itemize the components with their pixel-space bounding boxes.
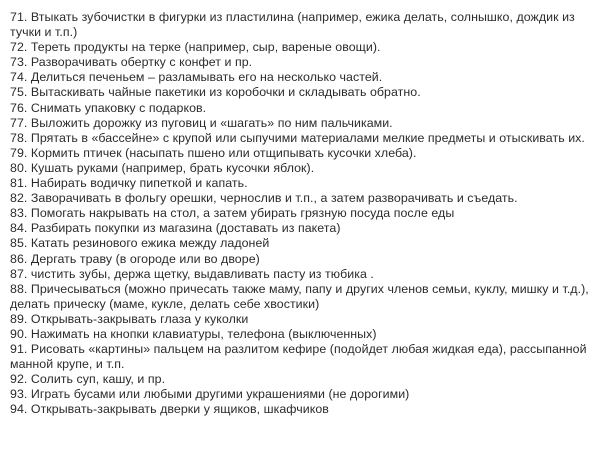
item-number: 91. <box>10 342 28 357</box>
list-item <box>10 85 594 100</box>
item-text: Солить суп, кашу, и пр. <box>30 372 166 387</box>
item-number: 73. <box>10 55 28 70</box>
list-item <box>10 10 594 40</box>
list-item <box>10 342 594 372</box>
item-number: 71. <box>10 10 28 24</box>
list-item <box>10 206 594 221</box>
list-item <box>10 312 594 327</box>
item-number: 87. <box>10 266 28 281</box>
item-number: 78. <box>10 130 28 145</box>
item-text: Делиться печеньем – разламывать его на несколько частей. <box>30 70 383 85</box>
item-number: 82. <box>10 191 28 206</box>
item-text: чистить зубы, держа щетку, выдавливать пасту из тюбика . <box>30 266 374 281</box>
list-item <box>10 372 594 387</box>
item-text: Выложить дорожку из пуговиц и «шагать» по ним пальчиками. <box>30 115 393 130</box>
list-item <box>10 402 594 417</box>
item-number: 89. <box>10 311 28 326</box>
item-text: Нажимать на кнопки клавиатуры, телефона (выключенных) <box>30 326 377 341</box>
item-text: Вытаскивать чайные пакетики из коробочки и складывать обратно. <box>30 85 421 100</box>
item-number: 77. <box>10 115 28 130</box>
list-item <box>10 55 594 70</box>
list-item <box>10 116 594 131</box>
list-item <box>10 176 594 191</box>
item-number: 85. <box>10 236 28 251</box>
item-text: Прятать в «бассейне» с крупой или сыпучими материалами мелкие предметы и отыскивать их. <box>30 130 585 145</box>
item-text: Кушать руками (например, брать кусочки яблок). <box>30 160 315 175</box>
item-text: Разворачивать обертку с конфет и пр. <box>30 55 253 70</box>
item-text: Катать резинового ежика между ладоней <box>30 236 270 251</box>
item-text: Причесываться (можно причесать также маму, папу и других членов семьи, куклу, мишку и т.д.), делать прическу (маме, кукле, делать себе хвостики) <box>10 281 589 311</box>
item-number: 94. <box>10 402 28 417</box>
list-item <box>10 387 594 402</box>
item-number: 80. <box>10 160 28 175</box>
item-text: Втыкать зубочистки в фигурки из пластилина (например, ежика делать, солнышко, дождик из тучки и т.п.) <box>10 10 575 40</box>
item-number: 88. <box>10 281 28 296</box>
item-text: Тереть продукты на терке (например, сыр, вареные овощи). <box>30 40 381 55</box>
item-text: Дергать траву (в огороде или во дворе) <box>30 251 260 266</box>
item-number: 93. <box>10 387 28 402</box>
list-item <box>10 70 594 85</box>
item-text: Открывать-закрывать глаза у куколки <box>30 311 249 326</box>
item-text: Помогать накрывать на стол, а затем убирать грязную посуда после еды <box>30 206 455 221</box>
list-item <box>10 327 594 342</box>
item-text: Играть бусами или любыми другими украшениями (не дорогими) <box>30 387 410 402</box>
item-number: 76. <box>10 100 28 115</box>
list-item <box>10 191 594 206</box>
list-item <box>10 252 594 267</box>
item-text: Заворачивать в фольгу орешки, чернослив и т.п., а затем разворачивать и съедать. <box>30 191 518 206</box>
item-number: 92. <box>10 372 28 387</box>
activity-list <box>10 10 594 418</box>
item-number: 74. <box>10 70 28 85</box>
list-item <box>10 267 594 282</box>
item-number: 86. <box>10 251 28 266</box>
item-text: Открывать-закрывать дверки у ящиков, шкафчиков <box>30 402 329 417</box>
item-number: 79. <box>10 145 28 160</box>
item-number: 84. <box>10 221 28 236</box>
item-number: 81. <box>10 176 28 191</box>
item-number: 75. <box>10 85 28 100</box>
item-text: Снимать упаковку с подарков. <box>30 100 207 115</box>
item-number: 72. <box>10 40 28 55</box>
list-item <box>10 131 594 146</box>
list-item <box>10 40 594 55</box>
item-text: Кормить птичек (насыпать пшено или отщипывать кусочки хлеба). <box>30 145 417 160</box>
item-number: 83. <box>10 206 28 221</box>
list-item <box>10 146 594 161</box>
list-item <box>10 236 594 251</box>
item-text: Набирать водичку пипеткой и капать. <box>30 176 248 191</box>
item-text: Разбирать покупки из магазина (доставать из пакета) <box>30 221 341 236</box>
item-text: Рисовать «картины» пальцем на разлитом кефире (подойдет любая жидкая еда), рассыпанной манной крупе, и т.п. <box>10 342 587 372</box>
list-item <box>10 101 594 116</box>
list-item <box>10 282 594 312</box>
list-item <box>10 161 594 176</box>
list-item <box>10 221 594 236</box>
item-number: 90. <box>10 326 28 341</box>
